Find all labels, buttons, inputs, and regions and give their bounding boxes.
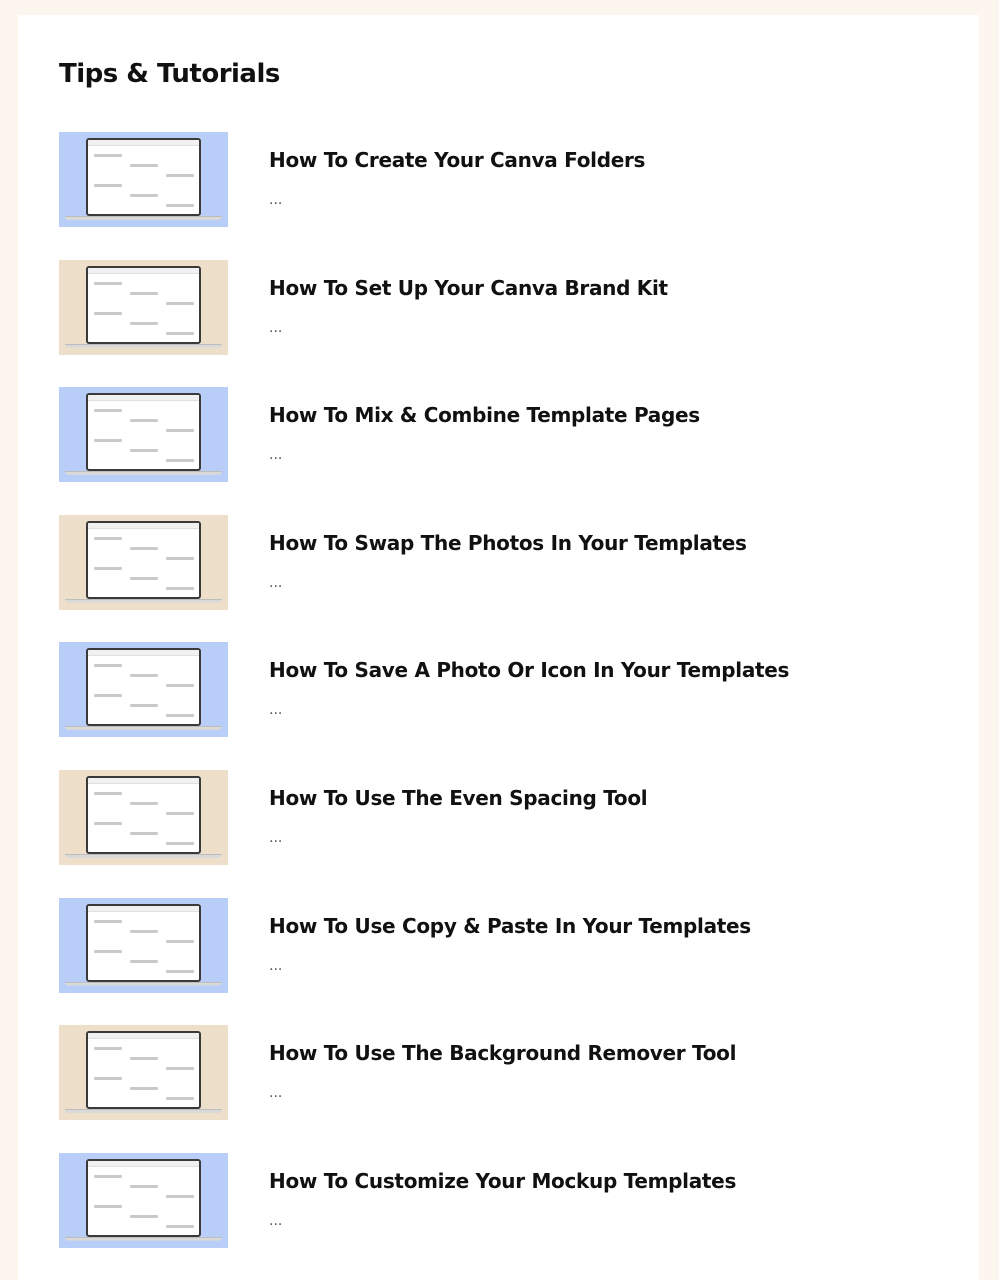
tutorial-excerpt: ... <box>269 192 283 208</box>
laptop-base <box>65 1109 222 1113</box>
screen-placeholder-line <box>130 577 158 580</box>
screen-placeholder-line <box>130 1185 158 1188</box>
screen-placeholder-line <box>94 282 122 285</box>
tutorials-card <box>18 15 979 1280</box>
screen-placeholder-line <box>166 812 194 815</box>
screen-placeholder-line <box>130 704 158 707</box>
tutorial-item[interactable] <box>59 260 959 388</box>
tutorial-title-link[interactable]: How To Use The Even Spacing Tool <box>269 785 648 810</box>
screen-placeholder-line <box>94 1175 122 1178</box>
screen-placeholder-line <box>130 547 158 550</box>
laptop-base <box>65 1237 222 1241</box>
tutorial-thumbnail[interactable] <box>59 770 228 865</box>
laptop-screen <box>86 521 201 599</box>
screen-placeholder-line <box>94 154 122 157</box>
screen-placeholder-line <box>94 1077 122 1080</box>
screen-placeholder-line <box>166 332 194 335</box>
screen-placeholder-line <box>94 792 122 795</box>
tutorial-list <box>59 132 959 1280</box>
tutorial-thumbnail[interactable] <box>59 642 228 737</box>
tutorial-item[interactable] <box>59 770 959 898</box>
laptop-base <box>65 471 222 475</box>
tutorial-item[interactable] <box>59 1153 959 1280</box>
screen-placeholder-line <box>166 204 194 207</box>
screen-placeholder-line <box>94 664 122 667</box>
screen-placeholder-line <box>94 822 122 825</box>
screen-placeholder-line <box>94 694 122 697</box>
tutorial-thumbnail[interactable] <box>59 898 228 993</box>
tutorial-excerpt: ... <box>269 1085 283 1102</box>
screen-placeholder-line <box>130 292 158 295</box>
screen-placeholder-line <box>130 1057 158 1060</box>
tutorial-title-link[interactable]: How To Save A Photo Or Icon In Your Templates <box>269 658 790 683</box>
screen-placeholder-line <box>130 930 158 933</box>
tutorial-excerpt: ... <box>269 447 283 464</box>
tutorial-item[interactable] <box>59 132 959 260</box>
tutorial-thumbnail[interactable] <box>59 260 228 355</box>
screen-placeholder-line <box>166 842 194 845</box>
laptop-screen <box>86 393 201 471</box>
tutorial-title-link[interactable]: How To Use Copy & Paste In Your Templates <box>269 913 751 938</box>
tutorial-title-link[interactable]: How To Swap The Photos In Your Templates <box>269 530 747 555</box>
screen-placeholder-line <box>166 1097 194 1100</box>
laptop-base <box>65 599 222 603</box>
laptop-base <box>65 982 222 986</box>
laptop-screen <box>86 904 201 982</box>
screen-placeholder-line <box>94 409 122 412</box>
tutorial-excerpt: ... <box>269 829 283 846</box>
tutorial-thumbnail[interactable] <box>59 1025 228 1120</box>
laptop-base <box>65 216 222 220</box>
tutorial-excerpt: ... <box>269 319 283 336</box>
screen-placeholder-line <box>94 312 122 315</box>
screen-placeholder-line <box>130 164 158 167</box>
screen-placeholder-line <box>130 194 158 197</box>
screen-placeholder-line <box>166 1195 194 1198</box>
tutorial-item[interactable] <box>59 387 959 515</box>
tutorial-title-link[interactable]: How To Use The Background Remover Tool <box>269 1041 737 1066</box>
screen-placeholder-line <box>166 714 194 717</box>
screen-placeholder-line <box>130 832 158 835</box>
screen-placeholder-line <box>130 960 158 963</box>
section-title: Tips & Tutorials <box>59 59 280 89</box>
screen-placeholder-line <box>94 920 122 923</box>
tutorial-excerpt: ... <box>269 1212 283 1229</box>
screen-placeholder-line <box>94 184 122 187</box>
tutorial-item[interactable] <box>59 642 959 770</box>
laptop-screen <box>86 266 201 344</box>
tutorial-title-link[interactable]: How To Create Your Canva Folders <box>269 148 646 172</box>
screen-placeholder-line <box>94 537 122 540</box>
screen-placeholder-line <box>94 439 122 442</box>
laptop-screen <box>86 1159 201 1237</box>
tutorial-item[interactable] <box>59 898 959 1026</box>
laptop-screen <box>86 1031 201 1109</box>
tutorial-thumbnail[interactable] <box>59 387 228 482</box>
screen-placeholder-line <box>166 587 194 590</box>
screen-placeholder-line <box>130 674 158 677</box>
screen-placeholder-line <box>94 1047 122 1050</box>
laptop-base <box>65 726 222 730</box>
screen-placeholder-line <box>94 567 122 570</box>
screen-placeholder-line <box>94 950 122 953</box>
tutorial-item[interactable] <box>59 515 959 643</box>
screen-placeholder-line <box>166 459 194 462</box>
tutorial-excerpt: ... <box>269 574 283 591</box>
screen-placeholder-line <box>166 302 194 305</box>
laptop-screen <box>86 138 201 216</box>
screen-placeholder-line <box>166 940 194 943</box>
laptop-screen <box>86 776 201 854</box>
screen-placeholder-line <box>130 449 158 452</box>
laptop-base <box>65 344 222 348</box>
screen-placeholder-line <box>166 1067 194 1070</box>
screen-placeholder-line <box>130 802 158 805</box>
screen-placeholder-line <box>166 970 194 973</box>
tutorial-thumbnail[interactable] <box>59 515 228 610</box>
tutorial-item[interactable] <box>59 1025 959 1153</box>
screen-placeholder-line <box>130 322 158 325</box>
laptop-screen <box>86 648 201 726</box>
screen-placeholder-line <box>130 419 158 422</box>
tutorial-title-link[interactable]: How To Customize Your Mockup Templates <box>269 1168 737 1193</box>
laptop-base <box>65 854 222 858</box>
screen-placeholder-line <box>130 1087 158 1090</box>
tutorial-title-link[interactable]: How To Set Up Your Canva Brand Kit <box>269 275 668 300</box>
screen-placeholder-line <box>166 1225 194 1228</box>
tutorial-excerpt: ... <box>269 957 283 974</box>
tutorial-thumbnail[interactable] <box>59 132 228 227</box>
screen-placeholder-line <box>166 174 194 177</box>
tutorial-excerpt: ... <box>269 702 283 719</box>
tutorial-title-link[interactable]: How To Mix & Combine Template Pages <box>269 403 700 428</box>
screen-placeholder-line <box>166 684 194 687</box>
tutorial-thumbnail[interactable] <box>59 1153 228 1248</box>
screen-placeholder-line <box>166 557 194 560</box>
screen-placeholder-line <box>94 1205 122 1208</box>
screen-placeholder-line <box>166 429 194 432</box>
screen-placeholder-line <box>130 1215 158 1218</box>
